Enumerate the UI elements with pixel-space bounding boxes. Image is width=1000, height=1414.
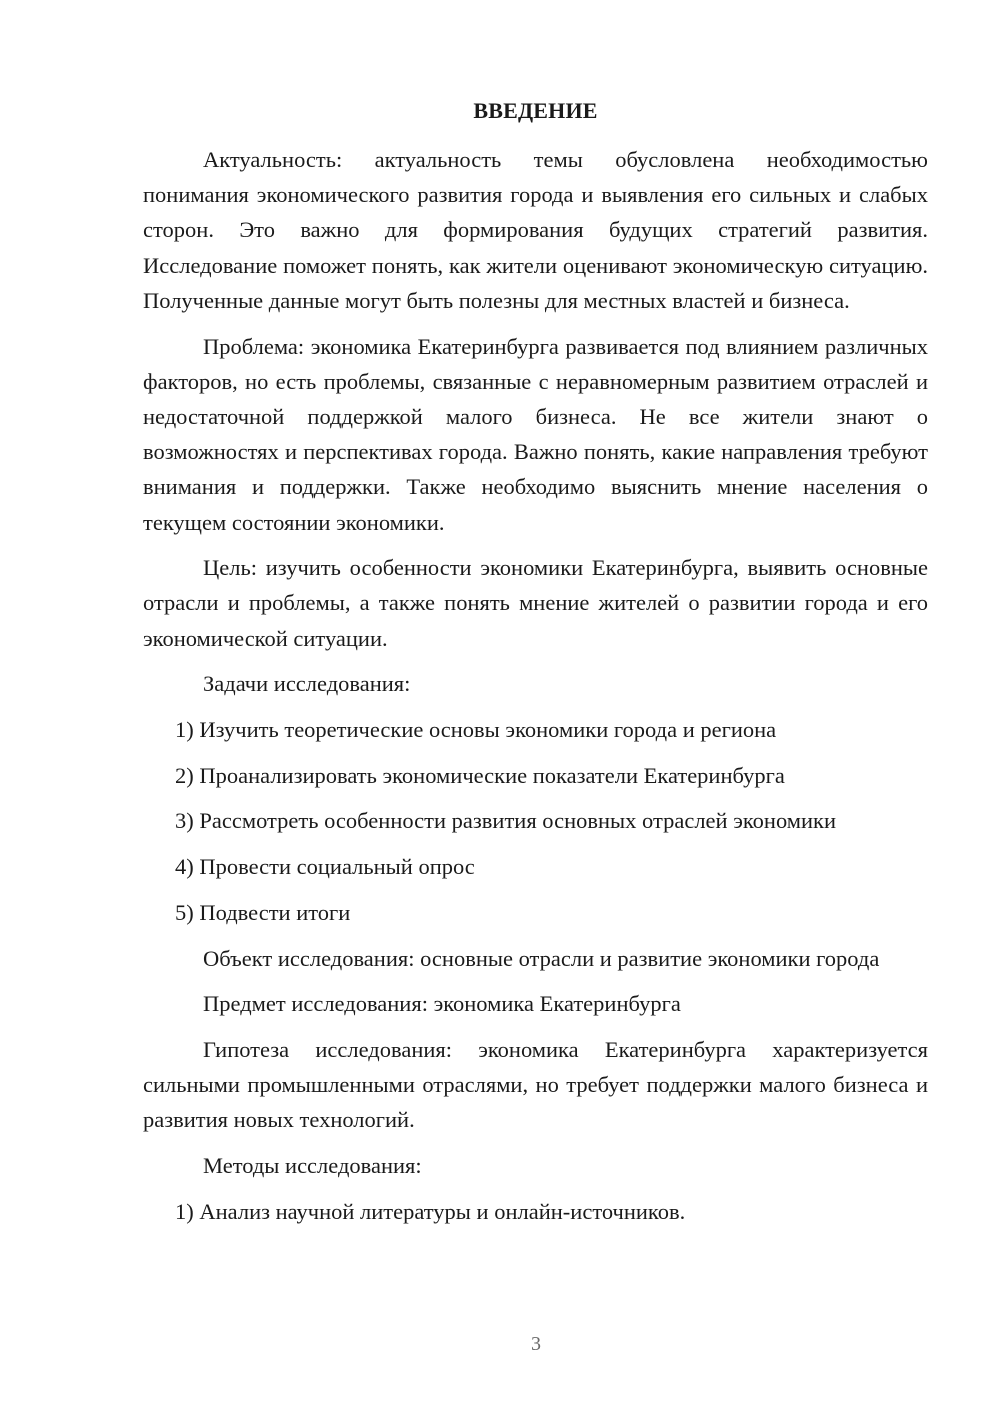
task-item: 1) Изучить теоретические основы экономики города и региона <box>175 717 777 743</box>
section-title: ВВЕДЕНИЕ <box>473 98 598 123</box>
task-item: 4) Провести социальный опрос <box>175 854 475 880</box>
method-item: 1) Анализ научной литературы и онлайн-источников. <box>175 1198 686 1224</box>
paragraph-problem: Проблема: экономика Екатеринбурга развивается под влиянием различных факторов, но есть проблемы, связанные с неравномерным развитием отраслей и недостаточной поддержкой малого бизнеса. Не все жители знают о возможностях и перспективах города. Важно понять, какие направления требуют внимания и поддержки. Также необходимо выяснить мнение населения о текущем состоянии экономики. <box>143 333 928 535</box>
paragraph-goal: Цель: изучить особенности экономики Екатеринбурга, выявить основные отрасли и проблемы, а также понять мнение жителей о развитии города и его экономической ситуации. <box>143 555 928 651</box>
tasks-heading: Задачи исследования: <box>203 671 411 697</box>
paragraph-relevance: Актуальность: актуальность темы обусловлена необходимостью понимания экономического развития города и выявления его сильных и слабых сторон. Это важно для формирования будущих стратегий развития. Исследование поможет понять, как жители оценивают экономическую ситуацию. Полученные данные могут быть полезны для местных властей и бизнеса. <box>143 147 928 313</box>
document-body <box>143 142 928 1239</box>
task-item: 5) Подвести итоги <box>175 899 351 925</box>
task-item: 3) Рассмотреть особенности развития основных отраслей экономики <box>175 808 837 834</box>
paragraph-subject: Предмет исследования: экономика Екатеринбурга <box>203 991 681 1017</box>
methods-heading: Методы исследования: <box>203 1153 422 1179</box>
paragraph-object: Объект исследования: основные отрасли и развитие экономики города <box>203 945 880 971</box>
task-item: 2) Проанализировать экономические показатели Екатеринбурга <box>175 762 785 788</box>
page-number: 3 <box>531 1333 541 1355</box>
paragraph-hypothesis: Гипотеза исследования: экономика Екатеринбурга характеризуется сильными промышленными отраслями, но требует поддержки малого бизнеса и развития новых технологий. <box>143 1036 928 1133</box>
